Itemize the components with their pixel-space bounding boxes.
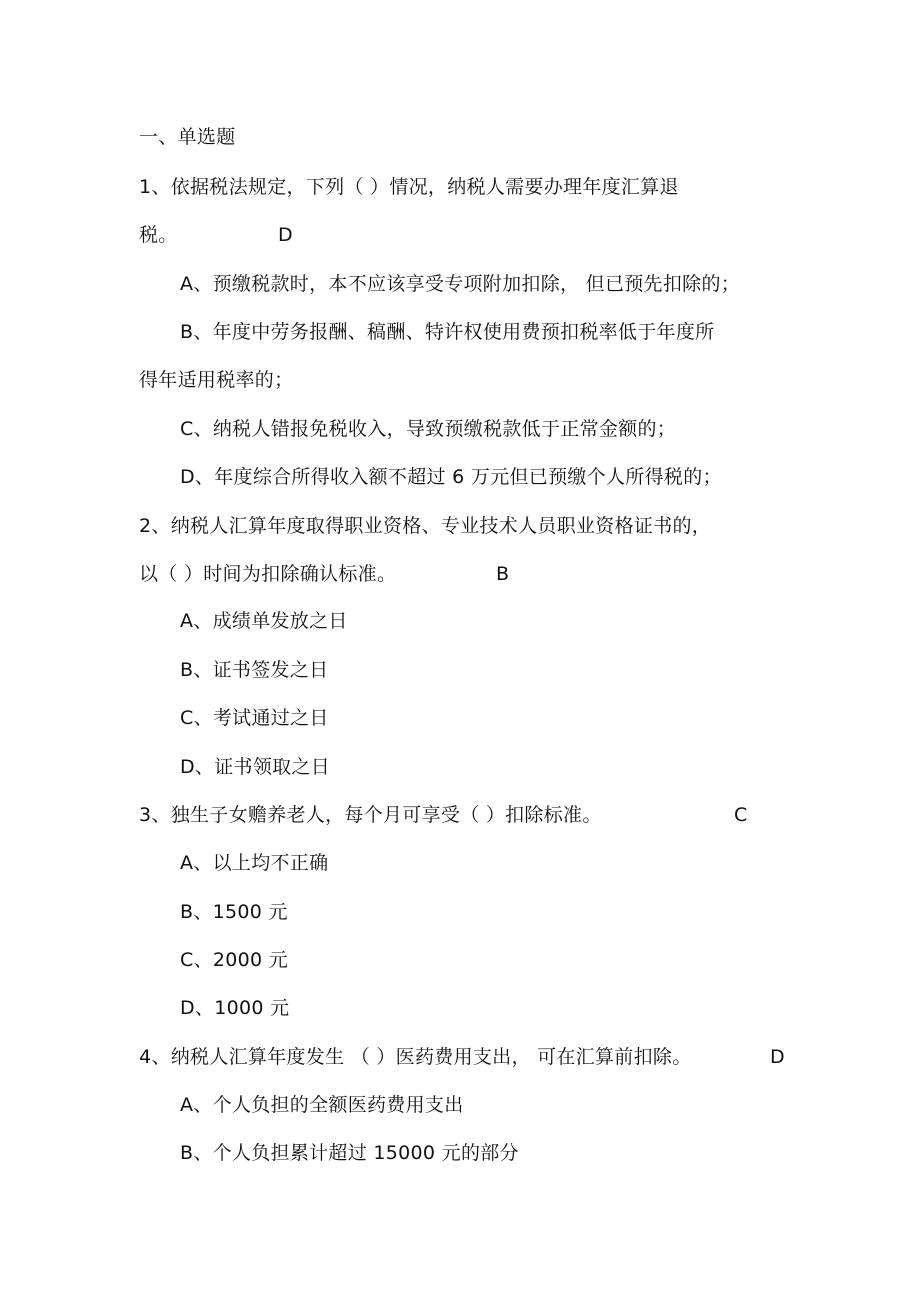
question-2-option-d: D、证书领取之日 — [180, 756, 331, 778]
question-4-answer: D — [770, 1046, 785, 1068]
question-4-option-a: A、个人负担的全额医药费用支出 — [180, 1094, 464, 1116]
question-3-option-a: A、以上均不正确 — [180, 852, 329, 874]
question-2-answer: B — [496, 563, 510, 585]
question-1-text: 1、依据税法规定，下列（ ）情况，纳税人需要办理年度汇算退 — [139, 176, 679, 198]
question-4-option-b: B、个人负担累计超过 15000 元的部分 — [180, 1142, 519, 1164]
question-1-option-a: A、预缴税款时，本不应该享受专项附加扣除， 但已预先扣除的； — [180, 273, 741, 295]
question-3-option-b: B、1500 元 — [180, 901, 288, 923]
question-1-text-cont: 税。 — [139, 224, 178, 246]
question-1-answer: D — [278, 224, 293, 246]
question-1-option-c: C、纳税人错报免税收入，导致预缴税款低于正常金额的； — [180, 418, 677, 440]
question-3-text: 3、独生子女赡养老人，每个月可享受（ ）扣除标准。 — [139, 804, 602, 826]
question-2-option-b: B、证书签发之日 — [180, 659, 329, 681]
question-2-text-cont: 以（ ）时间为扣除确认标准。 — [139, 563, 397, 585]
question-2-option-c: C、考试通过之日 — [180, 707, 329, 729]
question-2-text: 2、纳税人汇算年度取得职业资格、专业技术人员职业资格证书的， — [139, 515, 712, 537]
question-3-option-c: C、2000 元 — [180, 949, 289, 971]
question-1-option-b-cont: 得年适用税率的； — [139, 369, 294, 391]
question-3-answer: C — [734, 804, 748, 826]
question-1-option-b: B、年度中劳务报酬、稿酬、特许权使用费预扣税率低于年度所 — [180, 321, 715, 343]
question-4-text: 4、纳税人汇算年度发生 （ ）医药费用支出， 可在汇算前扣除。 — [139, 1046, 692, 1068]
question-3-option-d: D、1000 元 — [180, 997, 290, 1019]
section-title: 一、单选题 — [139, 126, 236, 148]
question-1-option-d: D、年度综合所得收入额不超过 6 万元但已预缴个人所得税的； — [180, 466, 722, 488]
question-2-option-a: A、成绩单发放之日 — [180, 610, 348, 632]
